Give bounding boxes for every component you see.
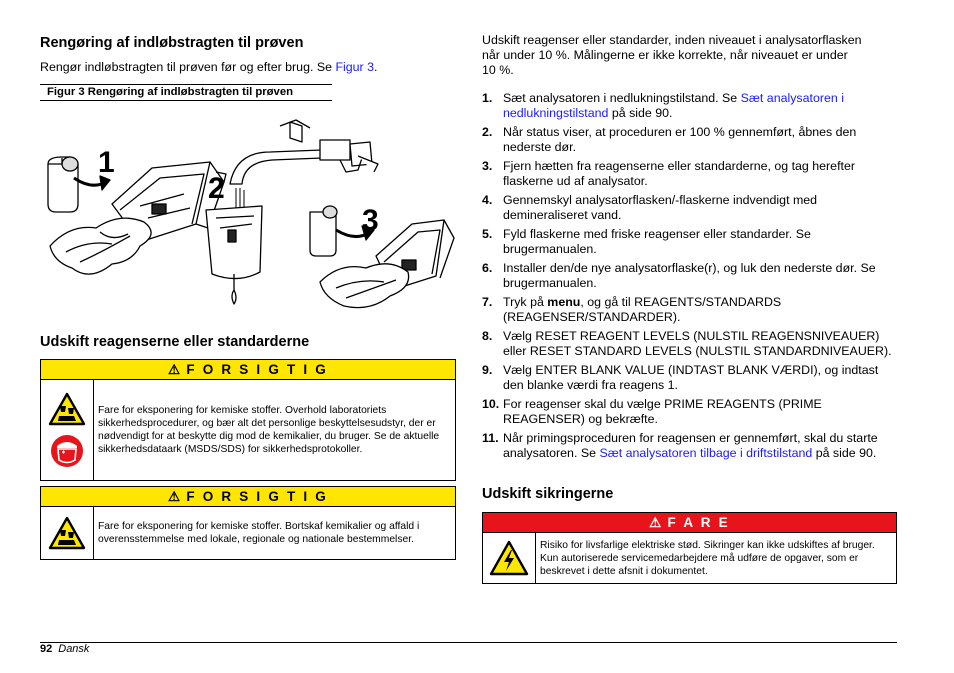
chemical-hazard-icon (48, 392, 86, 426)
figure-step-number: 3 (362, 204, 379, 237)
warning-triangle-icon: ⚠ (168, 488, 183, 504)
intro-line: 10 %. (482, 63, 514, 77)
caution-header (41, 360, 455, 380)
figure-title: Figur 3 Rengøring af indløbstragten til prøven (47, 86, 294, 98)
page-footer (40, 643, 89, 655)
section-heading-fuses: Udskift sikringerne (482, 486, 614, 502)
intro-end: . (374, 60, 378, 74)
step-item: 9. Vælg ENTER BLANK VALUE (INDTAST BLANK VÆRDI), og indtast den blanke værdi fra reagens 1. (482, 363, 879, 392)
caution-icons (41, 380, 94, 480)
warning-triangle-icon: ⚠ (168, 361, 183, 377)
figure-3-link[interactable]: Figur 3 (335, 60, 375, 74)
figure-step-number: 1 (98, 146, 115, 179)
step-item: 4. Gennemskyl analysatorflasken/-flaskerne indvendigt med demineraliseret vand. (482, 193, 818, 222)
caution-box-2 (40, 486, 456, 560)
figure-step-number: 2 (208, 172, 225, 205)
procedure-steps (482, 91, 897, 465)
operation-mode-link[interactable]: Sæt analysatoren tilbage i driftstilstand (599, 446, 813, 460)
caution-text: Fare for eksponering for kemiske stoffer. Bortskaf kemikalier og affald i overensstemmelse med lokale, regionale og nationale bestemmelser. (98, 521, 420, 545)
paper-towel-roll-icon (48, 157, 78, 212)
step-item: 6. Installer den/de nye analysatorflaske(r), og luk den nederste dør. Se brugermanualen. (482, 261, 876, 290)
section-heading-replace-reagents: Udskift reagenserne eller standarderne (40, 334, 310, 350)
danger-header-text: F A R E (667, 515, 730, 530)
caution-header-text: F O R S I G T I G (186, 362, 328, 377)
step-item: 2. Når status viser, at proceduren er 100 % gennemført, åbnes den nederste dør. (482, 125, 857, 154)
sample-funnel-2 (206, 206, 262, 304)
section-heading-cleaning: Rengøring af indløbstragten til prøven (40, 35, 304, 51)
step-item: 11. Når primingsproceduren for reagensen er gennemført, skal du starte analysatoren. Se Sæt analysatoren tilbage i driftstilstand på side 90. (482, 431, 878, 460)
footer-rule (40, 642, 897, 643)
step-item: 5. Fyld flaskerne med friske reagenser eller standarder. Se brugermanualen. (482, 227, 811, 256)
step-item: 1. Sæt analysatoren i nedlukningstilstand. Se Sæt analysatoren i nedlukningstilstand på side 90. (482, 91, 844, 120)
step-item: 7. Tryk på menu, og gå til REAGENTS/STANDARDS (REAGENSER/STANDARDER). (482, 295, 782, 324)
warning-triangle-icon: ⚠ (649, 514, 664, 530)
danger-header (483, 513, 896, 533)
language-label: Dansk (58, 643, 90, 655)
intro-text: Rengør indløbstragten til prøven før og efter brug. Se (40, 60, 336, 74)
danger-box (482, 512, 897, 584)
caution-box-1 (40, 359, 456, 481)
caution-header-text: F O R S I G T I G (186, 489, 328, 504)
chemical-hazard-icon (48, 516, 86, 550)
caution-icons (41, 507, 94, 559)
electrical-hazard-icon (489, 540, 529, 576)
danger-text: Risiko for livsfarlige elektriske stød. Sikringer kan ikke udskiftes af bruger. Kun autoriserede servicemedarbejdere må udføre de opgaver, som er beskrevet i dette afsnit i dokumentet. (540, 539, 875, 577)
faucet-icon (230, 120, 378, 184)
intro-line: Udskift reagenser eller standarder, inden niveauet i analysatorflasken (482, 33, 862, 47)
shutdown-mode-link[interactable]: Sæt analysatoren i nedlukningstilstand (503, 91, 844, 120)
caution-header (41, 487, 455, 507)
face-shield-icon (50, 434, 84, 468)
step-item: 3. Fjern hætten fra reagenserne eller standarderne, og tag herefter flaskerne ud af analysator. (482, 159, 855, 188)
paper-towel-roll-icon-2 (310, 206, 337, 256)
figure-top-rule (40, 84, 332, 85)
replace-intro-paragraph (482, 33, 897, 78)
danger-icons (483, 533, 536, 583)
caution-text: Fare for eksponering for kemiske stoffer. Overhold laboratoriets sikkerhedsprocedurer, og bær alt det personlige beskyttelsesudstyr, der er nødvendigt for at beskytte dig mod de kemikalier, du bruger. Se de aktuelle sikkerhedsdataark (MSDS/SDS) for sikkerhedsprotokoller. (98, 405, 440, 455)
funnel-cleaning-illustration (40, 112, 456, 322)
page-number: 92 (40, 643, 53, 655)
intro-line: når under 10 %. Målingerne er ikke korrekte, når niveauet er under (482, 48, 848, 62)
figure-bottom-rule (40, 100, 332, 101)
intro-paragraph (40, 60, 456, 75)
step-item: 8. Vælg RESET REAGENT LEVELS (NULSTIL REAGENSNIVEAUER) eller RESET STANDARD LEVELS (NULSTIL STANDARDNIVEAUER). (482, 329, 892, 358)
step-item: 10. For reagenser skal du vælge PRIME REAGENTS (PRIME REAGENSER) og bekræfte. (482, 397, 822, 426)
